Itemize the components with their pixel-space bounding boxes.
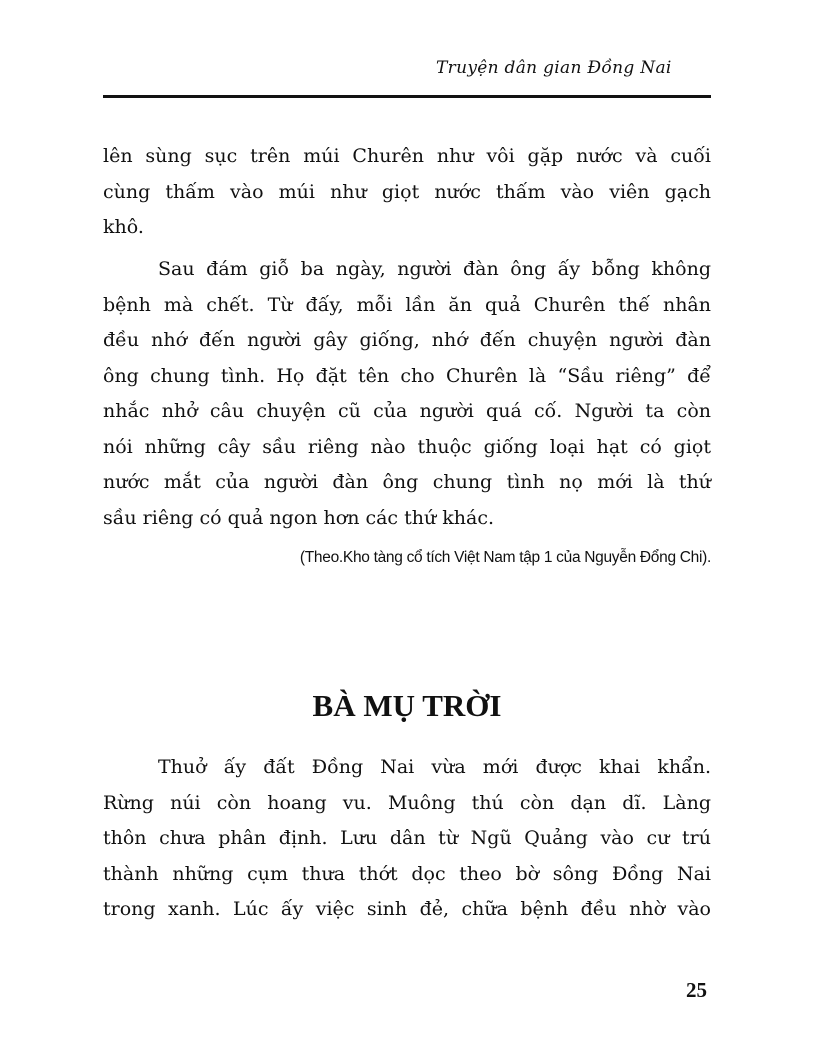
text-line: trong xanh. Lúc ấy việc sinh đẻ, chữa bệnh đều nhờ vào: [103, 898, 711, 920]
text-line: nước mắt của người đàn ông chung tình nọ mới là thứ: [103, 471, 711, 493]
text-line: Rừng núi còn hoang vu. Muông thú còn dạn dĩ. Làng: [103, 791, 711, 814]
text-line: ông chung tình. Họ đặt tên cho Churên là “Sầu riêng” để: [103, 364, 711, 387]
text-line: khô.: [103, 216, 144, 238]
text-line: nhắc nhở câu chuyện cũ của người quá cố. Người ta còn: [103, 400, 711, 422]
text-line: cùng thấm vào múi như giọt nước thấm vào viên gạch: [103, 180, 711, 203]
paragraph-continuation: [103, 139, 711, 246]
page-number: 25: [686, 978, 707, 1002]
text-line: lên sùng sục trên múi Churên như vôi gặp nước và cuối: [103, 145, 711, 167]
text-line: sầu riêng có quả ngon hơn các thứ khác.: [103, 506, 495, 529]
paragraph-death-story: [103, 252, 711, 536]
text-line: Sau đám giỗ ba ngày, người đàn ông ấy bỗng không: [158, 258, 711, 280]
source-citation: (Theo.Kho tàng cổ tích Việt Nam tập 1 của Nguyễn Đổng Chi).: [299, 549, 711, 566]
text-line: nói những cây sầu riêng nào thuộc giống loại hạt có giọt: [103, 435, 711, 458]
chapter-title: BÀ MỤ TRỜI: [312, 688, 502, 723]
text-line: Thuở ấy đất Đồng Nai vừa mới được khai khẩn.: [158, 756, 711, 778]
text-line: đều nhớ đến người gây giống, nhớ đến chuyện người đàn: [103, 329, 711, 351]
text-line: bệnh mà chết. Từ đấy, mỗi lần ăn quả Churên thế nhân: [103, 293, 711, 316]
running-head: Truyện dân gian Đồng Nai: [436, 58, 672, 78]
text-line: thành những cụm thưa thớt dọc theo bờ sông Đồng Nai: [103, 862, 711, 885]
header-rule: [103, 95, 711, 98]
paragraph-chapter-opening: [103, 750, 711, 928]
text-line: thôn chưa phân định. Lưu dân từ Ngũ Quảng vào cư trú: [103, 827, 711, 849]
